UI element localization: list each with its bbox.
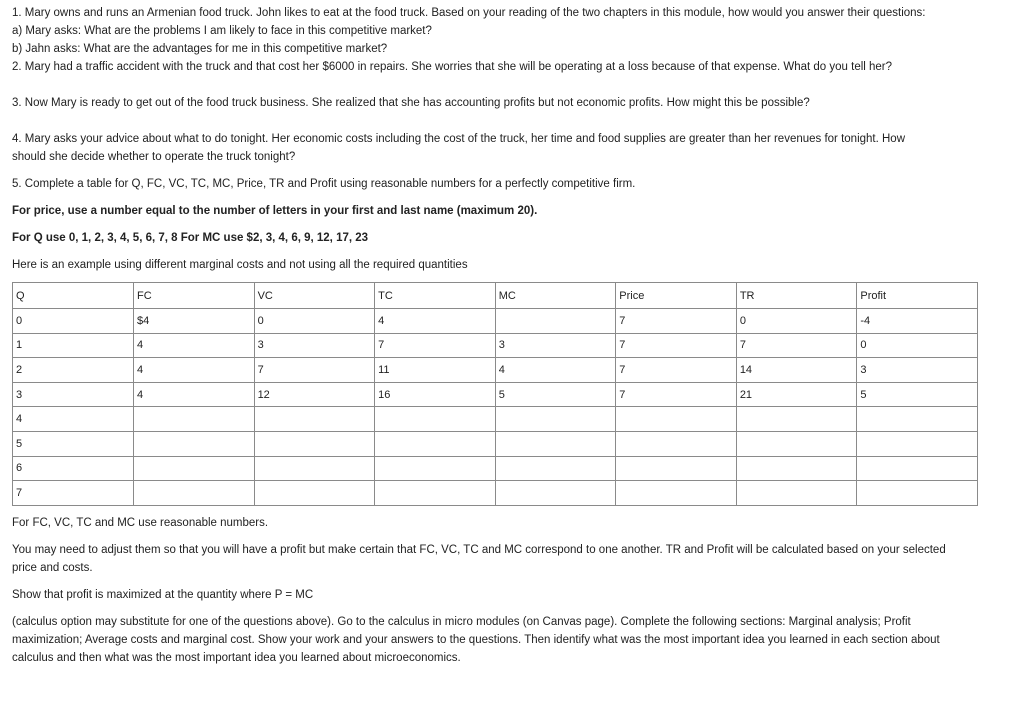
table-cell-tr: 21 [736,382,857,407]
table-cell-fc: 4 [134,358,255,383]
table-row [13,431,978,456]
table-cell-tr: 0 [736,309,857,334]
table-cell-mc: 5 [495,382,616,407]
table-cell-profit: 3 [857,358,978,383]
table-row [13,407,978,432]
table-cell-tc: 7 [375,333,496,358]
calculus-note-line-1: (calculus option may substitute for one of the questions above). Go to the calculus in micro modules (on Canvas page). Complete the following sections: Marginal analysis; Profit [12,615,911,628]
table-cell-vc [254,456,375,481]
table-row [13,382,978,407]
table-row [13,481,978,506]
table-cell-fc: $4 [134,309,255,334]
question-5: 5. Complete a table for Q, FC, VC, TC, MC, Price, TR and Profit using reasonable numbers for a perfectly competitive firm. [12,178,636,190]
table-cell-profit: 5 [857,382,978,407]
table-cell-tr: 14 [736,358,857,383]
header-cell-vc: VC [254,283,375,309]
table-cell-fc: 4 [134,333,255,358]
table-cell-q: 4 [13,407,134,432]
header-cell-tr: TR [736,283,857,309]
table-cell-mc: 4 [495,358,616,383]
table-cell-q: 7 [13,481,134,506]
question-4-line-1: 4. Mary asks your advice about what to do tonight. Her economic costs including the cost of the truck, her time and food supplies are greater than her revenues for tonight. How [12,133,906,145]
table-cell-tr [736,456,857,481]
table-cell-mc [495,407,616,432]
header-cell-tc: TC [375,283,496,309]
table-cell-tc [375,431,496,456]
table-cell-vc: 7 [254,358,375,383]
header-cell-mc: MC [495,283,616,309]
table-cell-price [616,431,737,456]
table-cell-profit: 0 [857,333,978,358]
table-cell-price: 7 [616,382,737,407]
table-cell-tc: 16 [375,382,496,407]
table-cell-profit [857,431,978,456]
table-cell-q: 5 [13,431,134,456]
table-cell-tc: 11 [375,358,496,383]
table-cell-q: 2 [13,358,134,383]
table-cell-mc: 3 [495,333,616,358]
table-cell-price: 7 [616,358,737,383]
table-row [13,358,978,383]
calculus-note-line-3: calculus and then what was the most important idea you learned about microeconomics. [12,651,461,664]
table-cell-q: 3 [13,382,134,407]
table-cell-vc [254,481,375,506]
table-cell-tc [375,407,496,432]
table-cell-tr [736,481,857,506]
question-4-line-2: should she decide whether to operate the truck tonight? [12,151,296,163]
table-cell-fc [134,431,255,456]
cost-revenue-table [12,282,978,506]
table-cell-tc [375,456,496,481]
reasonable-numbers-note: For FC, VC, TC and MC use reasonable numbers. [12,516,269,529]
adjust-note-line-2: price and costs. [12,561,93,574]
header-cell-profit: Profit [857,283,978,309]
table-row [13,456,978,481]
price-rule: For price, use a number equal to the number of letters in your first and last name (maximum 20). [12,205,538,217]
question-2: 2. Mary had a traffic accident with the truck and that cost her $6000 in repairs. She worries that she will be operating at a loss because of that expense. What do you tell her? [12,61,893,73]
header-cell-q: Q [13,283,134,309]
table-cell-fc: 4 [134,382,255,407]
question-1a: a) Mary asks: What are the problems I am likely to face in this competitive market? [12,25,432,37]
table-cell-profit: -4 [857,309,978,334]
table-cell-vc: 12 [254,382,375,407]
table-cell-profit [857,407,978,432]
table-row [13,309,978,334]
table-cell-price: 7 [616,333,737,358]
table-cell-tr [736,407,857,432]
table-cell-q: 0 [13,309,134,334]
table-cell-price [616,481,737,506]
example-note: Here is an example using different marginal costs and not using all the required quantities [12,259,468,271]
table-cell-tr [736,431,857,456]
question-1b: b) Jahn asks: What are the advantages for me in this competitive market? [12,43,388,55]
table-cell-price [616,407,737,432]
table-cell-tc: 4 [375,309,496,334]
question-1: 1. Mary owns and runs an Armenian food truck. John likes to eat at the food truck. Based on your reading of the two chapters in this module, how would you answer their questions: [12,7,926,19]
question-3: 3. Now Mary is ready to get out of the food truck business. She realized that she has accounting profits but not economic profits. How might this be possible? [12,97,810,109]
table-cell-mc [495,309,616,334]
table-cell-tc [375,481,496,506]
table-cell-mc [495,456,616,481]
header-cell-price: Price [616,283,737,309]
table-cell-mc [495,431,616,456]
table-cell-vc: 0 [254,309,375,334]
adjust-note-line-1: You may need to adjust them so that you will have a profit but make certain that FC, VC, TC and MC correspond to one another. TR and Profit will be calculated based on your selected [12,543,946,556]
table-header-row [13,283,978,309]
table-cell-price: 7 [616,309,737,334]
table-cell-profit [857,481,978,506]
q-mc-rule: For Q use 0, 1, 2, 3, 4, 5, 6, 7, 8 For MC use $2, 3, 4, 6, 9, 12, 17, 23 [12,232,369,244]
table-cell-fc [134,407,255,432]
table-cell-mc [495,481,616,506]
table-cell-fc [134,456,255,481]
show-profit-note: Show that profit is maximized at the quantity where P = MC [12,588,314,601]
calculus-note-line-2: maximization; Average costs and marginal cost. Show your work and your answers to the questions. Then identify what was the most important idea you learned in each section about [12,633,940,646]
table-cell-vc: 3 [254,333,375,358]
table-cell-tr: 7 [736,333,857,358]
table-cell-fc [134,481,255,506]
table-cell-q: 6 [13,456,134,481]
table-cell-vc [254,431,375,456]
table-cell-q: 1 [13,333,134,358]
table-cell-price [616,456,737,481]
header-cell-fc: FC [134,283,255,309]
table-cell-profit [857,456,978,481]
table-row [13,333,978,358]
table-cell-vc [254,407,375,432]
